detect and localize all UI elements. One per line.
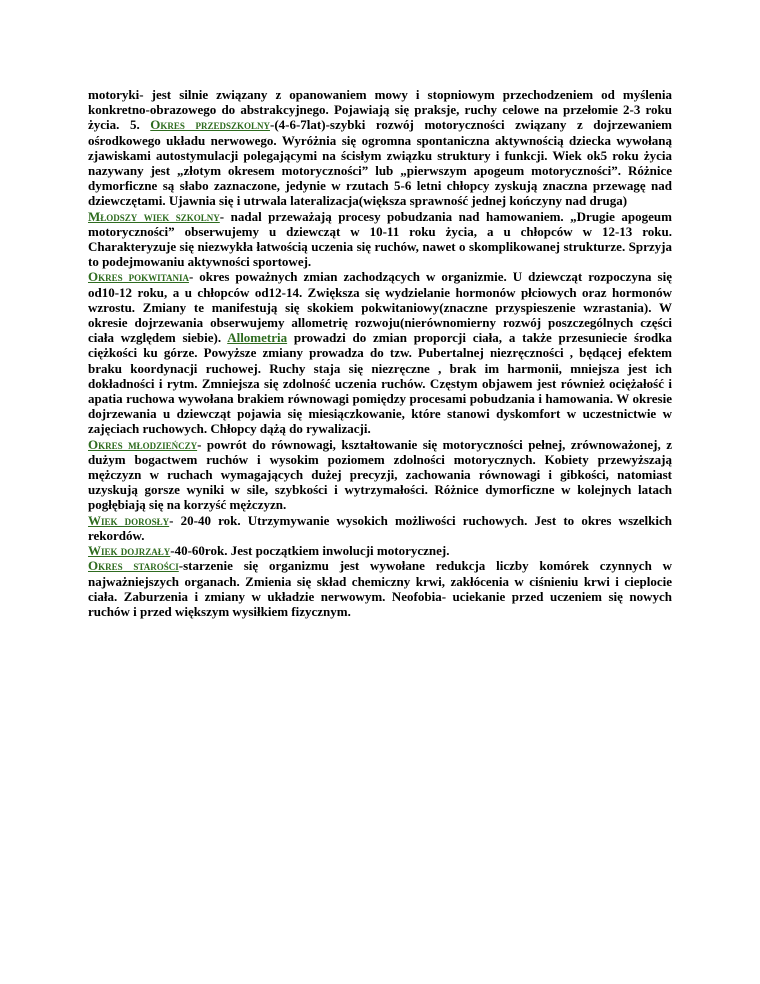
paragraph-text: motoryki- jest silnie związany z opanowaniem mowy i stopniowym przechodzeniem od myślenia konkretno-obrazowego do abstrakcyjnego. Pojawiają się praksje, ruchy celowe na przełomie 2-3 roku życia. 5. [88,87,672,133]
paragraph-puberty [88,269,672,436]
section-heading-okres-przedszkolny[interactable]: Okres przedszkolny [150,117,270,133]
paragraph-text: - powrót do równowagi, kształtowanie się motoryczności pełnej, zrównoważonej, z dużym bogactwem ruchów i wysokim poziomem zdolności motorycznych. Kobiety przewyższają mężczyzn w ruchach wymagających dużej precyzji, zachowania równowagi i gibkości, natomiast uzyskują gorsze wyniki w sile, szybkości i wytrzymałości. Różnice dymorficzne w kolejnych latach pogłębiają się na korzyść mężczyzn. [88,436,672,513]
paragraph-adolescence [88,437,672,513]
keyword-allometria[interactable]: Allometria [227,330,288,346]
section-heading-okres-mlodzienczy[interactable]: Okres młodzieńczy [88,436,198,452]
paragraph-text: -(4-6-7lat)-szybki rozwój motoryczności związany z dojrzewaniem ośrodkowego układu nerwowego. Wyróżnia się ogromna spontaniczna aktywnością dziecka wywołaną zjawiskami autostymulacji polegającymi na ścisłym związku struktury i funkcji. Wiek ok5 roku życia nazywany jest „złotym okresem motoryczności” lub „pierwszym apogeum motoryczności”. Różnice dymorficzne są słabo zaznaczone, jedynie w rzutach 5-6 letni chłopcy zyskują znaczna przewagę nad dziewczętami. Ujawnia się i utrwala lateralizacja(większa sprawność jednej kończyny nad druga) [88,117,673,209]
paragraph-preschool [88,87,672,209]
paragraph-text: - 20-40 rok. Utrzymywanie wysokich możliwości ruchowych. Jest to okres wszelkich rekordów. [88,512,672,543]
paragraph-text: prowadzi do zmian proporcji ciała, a także przesuniecie środka ciężkości ku górze. Powyższe zmiany prowadza do tzw. Pubertalnej niezręczności , będącej efektem braku koordynacji ruchowej. Ruchy staja się niezręczne , brak im harmonii, mniejsza jest ich dokładności i rytm. Zmniejsza się zdolność uczenia ruchów. Częstym objawem jest również ociężałość i apatia ruchowa wywołana brakiem równowagi pomiędzy procesami pobudzania i hamowania. W okresie dojrzewania u dziewcząt pojawia się miesiączkowanie, które stanowi dyskomfort w uczestnictwie w zajęciach ruchowych. Chłopcy dążą do rywalizacji. [88,330,672,437]
paragraph-younger-school-age [88,209,672,270]
section-heading-okres-starosci[interactable]: Okres starości [88,558,179,574]
paragraph-mature-age [88,543,672,558]
section-heading-okres-pokwitania[interactable]: Okres pokwitania [88,269,189,285]
document-page [88,87,672,619]
paragraph-text: - nadal przeważają procesy pobudzania nad hamowaniem. „Drugie apogeum motoryczności” obserwujemy u dziewcząt w 10-11 roku życia, a u chłopców w 12-13 roku. Charakteryzuje się niezwykła łatwością uczenia się ruchów, nawet o skomplikowanej strukturze. Sprzyja to podejmowaniu aktywności sportowej. [88,208,672,270]
paragraph-old-age [88,558,672,619]
paragraph-text: - okres poważnych zmian zachodzących w organizmie. U dziewcząt rozpoczyna się od10-12 roku, a u chłopców od12-14. Zwiększa się wydzielanie hormonów płciowych oraz hormonów wzrostu. Zmiany te manifestują się skokiem pokwitaniowy(znaczne przyspieszenie wzrastania). W okresie dojrzewania obserwujemy allometrię rozwoju(nierównomierny rozwój poszczególnych części ciała względem siebie). [88,269,672,346]
section-heading-mlodszy-wiek-szkolny[interactable]: Młodszy wiek szkolny [88,208,220,224]
section-heading-wiek-dojrzaly[interactable]: Wiek dojrzały [88,543,171,559]
paragraph-text: -starzenie się organizmu jest wywołane redukcja liczby komórek czynnych w najważniejszych organach. Zmienia się skład chemiczny krwi, zakłócenia w ciśnieniu krwi i cieplocie ciała. Zaburzenia i zmiany w układzie nerwowym. Neofobia- uciekanie przed uczeniem się nowych ruchów i przed większym wysiłkiem fizycznym. [88,558,673,619]
section-heading-wiek-dorosly[interactable]: Wiek dorosły [88,512,170,528]
paragraph-text: -40-60rok. Jest początkiem inwolucji motorycznej. [170,543,450,559]
paragraph-adulthood [88,513,672,543]
